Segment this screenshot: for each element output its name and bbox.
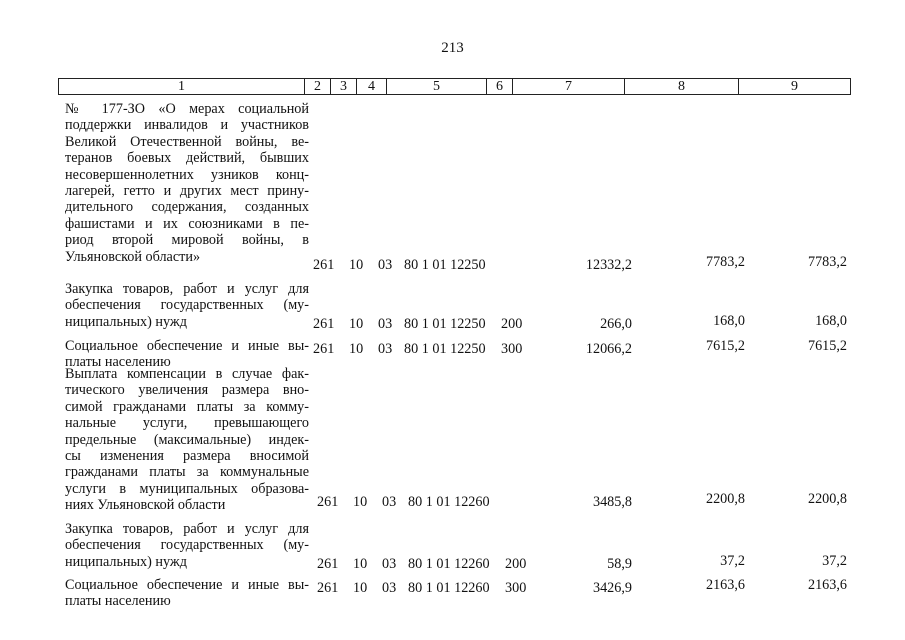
cell-c5: 80 1 01 12250 [404,257,486,273]
page-number: 213 [441,40,464,56]
cell-c7: 3485,8 [592,494,632,510]
cell-c9: 7615,2 [807,338,847,354]
description-line: платы населению [65,354,171,371]
description-line: фашистами и их союзниками в пе- [65,215,309,232]
description-line: платы населению [65,593,171,610]
header-col-4: 4 [357,79,387,95]
description-line: Закупка товаров, работ и услуг для [65,521,309,537]
cell-c4: 03 [378,341,393,357]
description-line: предельные (максимальные) индек- [65,431,309,448]
cell-c2: 261 [313,257,335,273]
description-line: № 177-ЗО «О мерах социальной [65,101,309,117]
header-col-2: 2 [305,79,331,95]
column-header-row [58,78,851,95]
cell-c9: 7783,2 [807,254,847,270]
cell-c5: 80 1 01 12260 [408,556,490,572]
description-line: гражданами платы за коммунальные [65,464,309,481]
cell-c3: 10 [349,316,364,332]
description-line: поддержки инвалидов и участников [65,117,309,134]
row-description [65,366,309,514]
header-col-8: 8 [625,79,739,95]
row-description [65,577,309,610]
cell-c9: 37,2 [822,553,847,569]
cell-c9: 2200,8 [807,491,847,507]
cell-c4: 03 [378,316,393,332]
description-line: Социальное обеспечение и иные вы- [65,577,309,593]
cell-c6: 300 [505,580,527,596]
cell-c2: 261 [317,494,339,510]
description-line: ниях Ульяновской области [65,497,226,514]
cell-c8: 7783,2 [705,254,745,270]
description-line: риод второй мировой войны, в [65,232,309,249]
cell-c3: 10 [349,341,364,357]
header-col-3: 3 [331,79,357,95]
cell-c7: 266,0 [600,316,632,332]
header-col-5: 5 [387,79,487,95]
cell-c8: 7615,2 [705,338,745,354]
description-line: ниципальных) нужд [65,313,187,330]
cell-c3: 10 [353,494,368,510]
cell-c3: 10 [353,580,368,596]
description-line: Выплата компенсации в случае фак- [65,366,309,382]
description-line: симой гражданами платы за комму- [65,398,309,415]
header-col-9: 9 [739,79,851,95]
description-line: Ульяновской области» [65,248,201,265]
cell-c8: 168,0 [713,313,745,329]
description-line: дительного содержания, созданных [65,199,309,216]
row-description [65,101,309,265]
cell-c2: 261 [313,316,335,332]
header-col-7: 7 [513,79,625,95]
description-line: обеспечения государственных (му- [65,537,309,554]
cell-c7: 3426,9 [592,580,632,596]
cell-c3: 10 [349,257,364,273]
cell-c6: 200 [501,316,523,332]
cell-c7: 58,9 [607,556,632,572]
description-line: Великой Отечественной войны, ве- [65,133,309,150]
description-line: Закупка товаров, работ и услуг для [65,281,309,297]
cell-c5: 80 1 01 12260 [408,580,490,596]
cell-c4: 03 [382,580,397,596]
cell-c2: 261 [313,341,335,357]
header-col-6: 6 [487,79,513,95]
description-line: нальные услуги, превышающего [65,415,309,432]
cell-c4: 03 [382,494,397,510]
cell-c8: 37,2 [720,553,745,569]
description-line: Социальное обеспечение и иные вы- [65,338,309,354]
cell-c6: 300 [501,341,523,357]
description-line: лагерей, гетто и других мест прину- [65,183,309,200]
row-description [65,521,309,570]
header-col-1: 1 [59,79,305,95]
cell-c5: 80 1 01 12250 [404,316,486,332]
description-line: обеспечения государственных (му- [65,297,309,314]
cell-c2: 261 [317,556,339,572]
description-line: несовершеннолетних узников конц- [65,166,309,183]
description-line: теранов боевых действий, бывших [65,150,309,167]
description-line: сы изменения размера вносимой [65,448,309,465]
cell-c8: 2200,8 [705,491,745,507]
cell-c7: 12066,2 [585,341,632,357]
description-line: услуги в муниципальных образова- [65,480,309,497]
description-line: тического увеличения размера вно- [65,382,309,399]
cell-c5: 80 1 01 12260 [408,494,490,510]
cell-c9: 2163,6 [807,577,847,593]
cell-c2: 261 [317,580,339,596]
cell-c8: 2163,6 [705,577,745,593]
cell-c6: 200 [505,556,527,572]
cell-c4: 03 [378,257,393,273]
cell-c3: 10 [353,556,368,572]
description-line: ниципальных) нужд [65,553,187,570]
cell-c9: 168,0 [815,313,847,329]
row-description [65,281,309,330]
cell-c4: 03 [382,556,397,572]
cell-c5: 80 1 01 12250 [404,341,486,357]
cell-c7: 12332,2 [585,257,632,273]
